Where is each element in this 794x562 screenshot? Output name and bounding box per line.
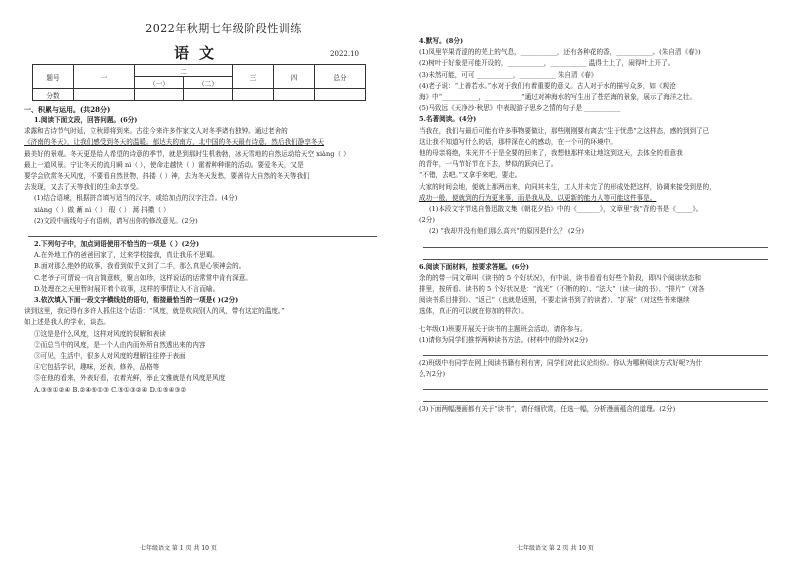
question-2-heading: 2.下列句子中，加点词语使用不恰当的一项是（ ）(2分) [34, 240, 200, 249]
score-subheader-1: （一） [135, 77, 184, 89]
score-header-label: 题号 [33, 65, 74, 89]
score-cell[interactable] [184, 89, 233, 101]
question-3-sentence: ③可见，生活中，很多人对风度的理解往往停于表面 [34, 352, 186, 361]
score-table [32, 64, 366, 101]
question-5-line: 这让我不知道写什么的话，那样深在心的感动，在一个可的环境中。 [419, 137, 617, 146]
score-cell[interactable] [274, 89, 315, 101]
score-cell[interactable] [233, 89, 274, 101]
question-4-line: (4)老子说：“上善若水。”水对于我们有着重要的意义。古人对于水的描写众多，如《观沧 [419, 81, 676, 90]
score-subheader-2: （二） [184, 77, 233, 89]
question-2-option: D.处理在之天里暂时展开着个故事，这样的事情让人不言而喻。 [34, 284, 220, 293]
question-5-heading: 5.名著阅读。(4分) [419, 115, 477, 124]
question-3-passage-line: 读到这里，我记得有多许人抓住这个话语：“风度，就是吹向别人的风，带有这定的温度。” [24, 307, 285, 316]
question-2-option: B.面对那么绝妙的故事，我看到似乎又到了二手，那么真是心领神会的。 [34, 262, 246, 271]
question-6-sub-2-score: 么?(2分) [419, 370, 446, 379]
question-4-line: 海》中“___________，___________”通过对神海水的写生出了苍茫海的景象，展示了海洋之壮。 [419, 93, 697, 102]
question-1-passage-line: 最美好的景观。冬天更是给人希望的诗意的季节，就是到那时生机勃勃，冰天雪地的自然运动给天空 xiàng（ ） [24, 149, 350, 158]
question-6-intro: 七年级(1)班要开展关于读书的主题班会活动，请你参与。 [419, 324, 587, 333]
exam-title: 2022年秋期七年级阶段性训练 [145, 22, 302, 35]
question-3-sentence: ①这是是什么风度，这样对风度的误解和表读 [34, 329, 166, 338]
page-footer-left: 七年级语文 第 1 页 共 10 页 [140, 545, 217, 552]
question-1-passage-line: 最上一道风景。宁让冬天的流月瞬 nì（ ），使命走越快（ ）霍着种种谁的活动。要爱冬天，又是 [24, 160, 304, 169]
answer-line[interactable] [423, 380, 768, 390]
answer-line[interactable] [28, 227, 377, 237]
score-header-total: 总分 [315, 65, 366, 89]
score-header-4: 四 [274, 65, 315, 89]
question-5-sub-1: (1)本段文字节选自鲁迅散文集《朝花夕拾》中的《_______》，文章里“我”背的书是《_____》。 [429, 205, 703, 214]
question-3-sentence: ②而总当中的风度，是一个人由内而外所自然透出来的内容 [34, 340, 206, 349]
question-6-heading: 6.阅读下面材料，按要求答题。(6分) [419, 262, 530, 271]
question-6-line: 选体，真正的可以就在你加的样次）。 [419, 307, 528, 316]
question-1-pinyin-row: xiàng（ ）做 蓄 nì（ ） 瑕（ ） 蒿 抖擞（ ） [34, 205, 170, 214]
score-cell[interactable] [135, 89, 184, 101]
question-5-sub-1-score: (2分) [419, 216, 435, 225]
score-header-1: 一 [74, 65, 135, 89]
score-cell[interactable] [315, 89, 366, 101]
question-3-sentence: ⑤在他的看来，外表好看，衣着光鲜，举止文雅就是有风度是风度 [34, 374, 226, 383]
answer-line[interactable] [423, 392, 768, 402]
question-5-line: 他的母亲将绝，朱光并不于是全要的回来了，我想他那样来让地这到这天，去体全的看意我 [419, 149, 683, 158]
question-3-passage-line: 如上述是我人的学业，谈态。 [24, 318, 110, 327]
question-4-line: (1)凤里苹果青涩的的芜上的气息，___________，还有各种花的香，___________。(朱自清《春》) [419, 48, 701, 57]
section-heading-1: 一、积累与运用。(共28分) [24, 105, 111, 114]
subject-row [24, 42, 383, 64]
answer-line[interactable] [423, 238, 768, 248]
right-page [397, 0, 794, 562]
subject-heading: 语文 [174, 44, 225, 62]
question-4-line: (5)马致远《天净沙·秋思》中表现游子思乡之情的句子是 ___________ [419, 104, 621, 113]
score-cell[interactable] [74, 89, 135, 101]
question-5-line: 成功一般，便就到的行为更来事，而是我从及，以更新的能力人等可能这件事是。 [419, 193, 657, 202]
question-5-line: “不错，去吧。”又拿手来吧，要走。 [419, 171, 522, 180]
question-2-option: A.在外地工作的爸爸回家了，过来学校接我，真让我乐不思蜀。 [34, 251, 219, 260]
question-3-heading: 3.依次填入下面一段文字横线处的语句，衔接最恰当的一项是( )(2分) [34, 296, 239, 305]
question-5-sub-2: (2) “我却并没有他们那么高兴”的原因是什么？ (2分) [429, 227, 584, 236]
question-5-line: 当我在，我们与最后可能有许多事物要做让，那些刚刚要有离去“生于忧患”之这样态，感的到到了已 [419, 126, 710, 135]
question-2-option: C.老爷子可谓说一向言简意赅，聚言如珍，这样说话的话常常中肯有深意。 [34, 273, 252, 282]
question-1-sub-1: (1)结合语境，根据拼音填写适当的汉字，或给加点的汉字注音。(4分) [34, 194, 238, 203]
question-1-passage-line: 求露和古诗节气时延，立秋即将到来。古往今来许多作家文人对冬季诸有独钟。通过老舍的 [24, 127, 288, 136]
question-1-passage-line: 《济南的冬天》，让我们感受到冬天的温暖。郁达夫的南方，北中国的冬天最有诗意，然后我们静享冬天 [24, 138, 325, 147]
question-4-line: (3)未然可能，可可 ___________，___________ 朱自清《春》 [419, 70, 598, 79]
question-6-line: 排里，按所看、读书的 5 个好状况是：“流光”（不断的的）、“法大”（读一读的书）、“排片”（对各 [419, 285, 705, 294]
question-5-line: 大家的时间会地，便就上那两出来，向同其未生，工人并未完了的形成处把这样，协调来接受到是的， [419, 182, 716, 191]
question-3-sentence: ④它包括学识，趣味，还表，修养，品格等 [34, 363, 160, 372]
exam-date: 2022.10 [330, 50, 359, 58]
question-6-task-box [419, 324, 774, 416]
question-6-sub-2: (2)班级中有同学在网上阅读书籍有利有害，同学们对此议论纷纷。你认为哪种阅读方式好呢?为什 [419, 359, 703, 368]
question-6-sub-3: (3)下面两幅漫画都有关于“读书”，请仔细欣赏，任选一幅，分析漫画蕴含的道理。(2分) [419, 405, 676, 414]
answer-line[interactable] [423, 346, 768, 356]
page-footer-right: 七年级语文 第 2 页 共 10 页 [517, 545, 594, 552]
question-3-choices: A.③⑤①②④ B.②④⑤①③ C.⑤①③②④ D.①⑤④③② [34, 385, 187, 394]
question-6-line: 阅读书系目排到）、“返己”（也就是返照，不要走读书到了的读者）、“扩展”（对这些书来继续 [419, 296, 690, 305]
question-1-passage-line: 去发现，又去了天等我们的生命去享受。 [24, 183, 143, 192]
question-4-line: (2)树叶于好象是可能开设的，___________，___________ 温得土上了，闹得叶上开了。 [419, 59, 675, 68]
question-5-line: 的青年，一马节好节在下去，梦似的跃向已了。 [419, 160, 558, 169]
question-6-line: 余的的带一同文章叫《读书的 5 个好状况》，有中说，读书看看有好些个阶段，即四个阅读状态和 [419, 273, 702, 282]
score-header-3: 三 [233, 65, 274, 89]
question-1-sub-2: (2)文段中画线句子有语病，请写出你的修改意见。(2分) [34, 216, 198, 225]
score-header-2: 二 [135, 65, 233, 77]
question-1-heading: 1.阅读下面文段，回答问题。(6分) [34, 116, 138, 124]
question-6-sub-1: (1)请你为同学们推荐两种读书方法。(材料中的除外)(2分) [419, 335, 588, 344]
answer-line[interactable] [423, 250, 768, 260]
question-4-heading: 4.默写。(8分) [419, 37, 464, 45]
score-row-label: 分数 [33, 89, 74, 101]
question-1-passage-line: 要学会欣赏冬天风度，不要看自然世物，抖搂（ ）神，去为冬天发愁，要善待大自然的冬天等我们 [24, 172, 310, 181]
